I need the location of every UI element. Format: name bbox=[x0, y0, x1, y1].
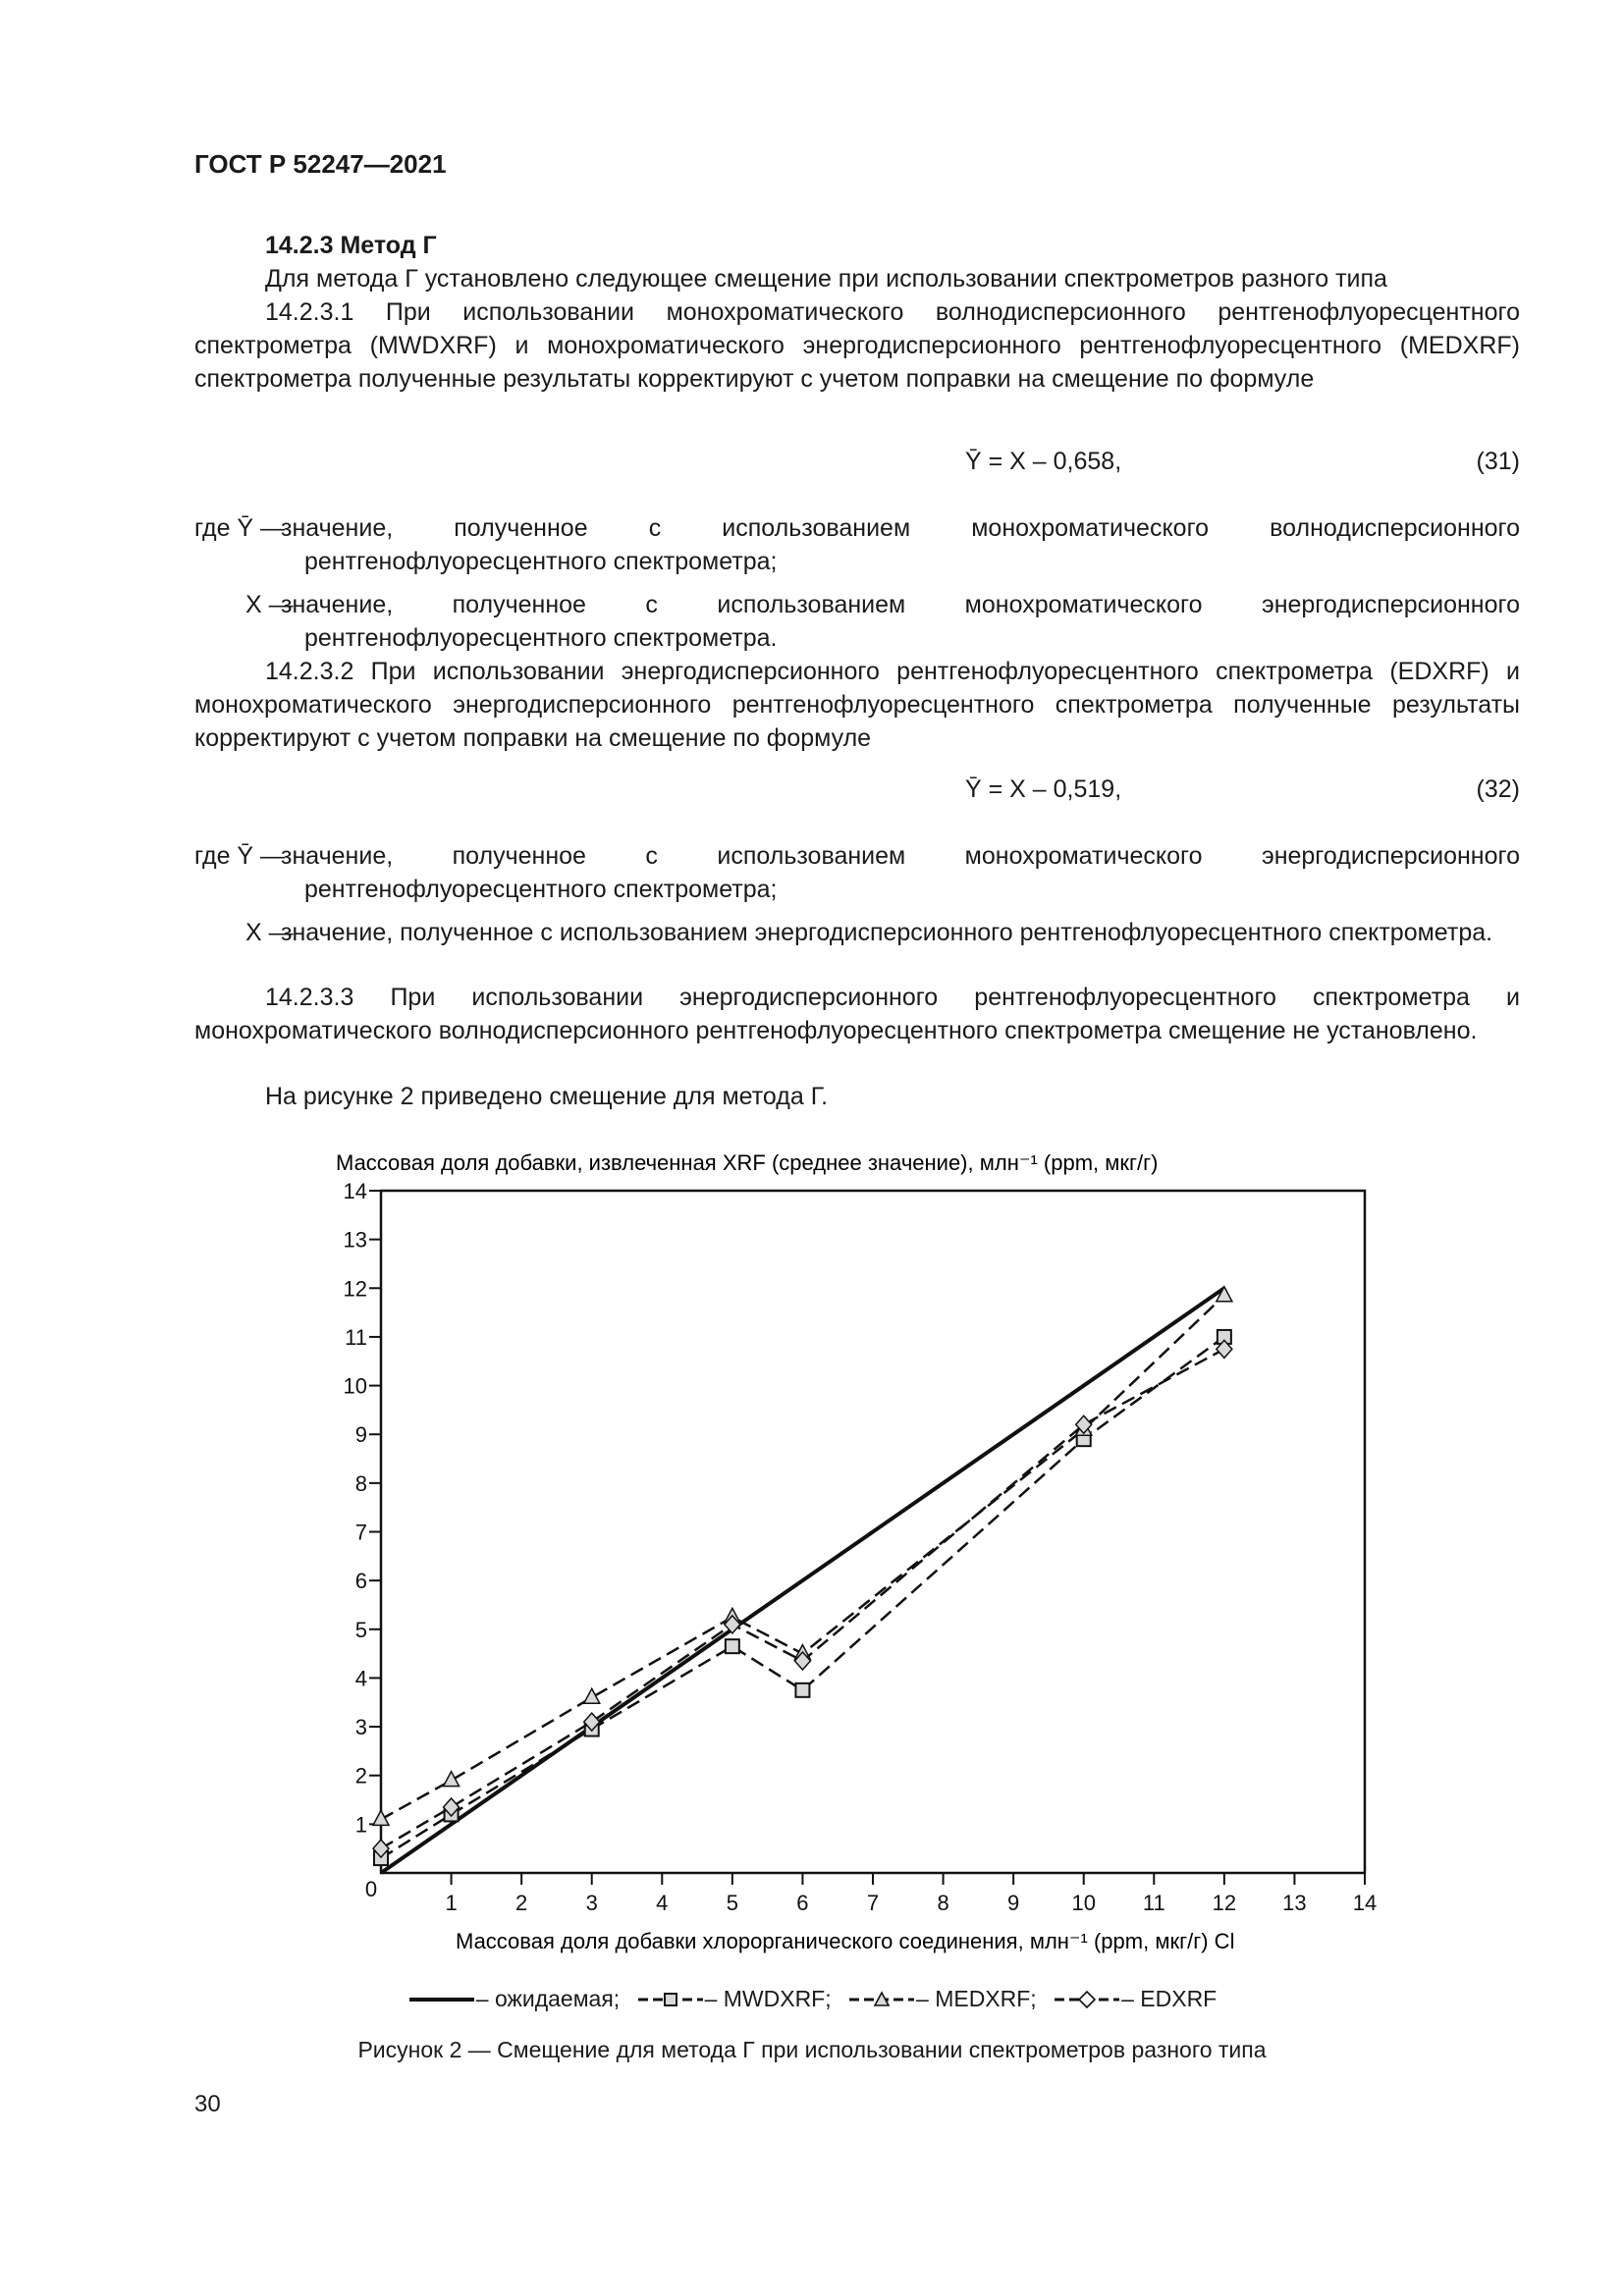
y-tick-label: 1 bbox=[354, 1812, 367, 1838]
legend-item-medxrf bbox=[847, 1986, 1037, 2012]
where-text: значение, полученное с использованием монохроматического энергодисперсионного рентгенофлуоресцентного спектрометра; bbox=[281, 842, 1520, 903]
where-key: X — bbox=[245, 591, 294, 618]
series-line-ожидаемая bbox=[381, 1288, 1224, 1873]
y-tick-label: 3 bbox=[354, 1715, 367, 1740]
x-tick-label: 1 bbox=[445, 1891, 458, 1915]
intro-paragraph: Для метода Г установлено следующее смещение при использовании спектрометров разного типа bbox=[265, 265, 1387, 293]
x-tick-label: 2 bbox=[515, 1891, 528, 1915]
y-tick-label: 11 bbox=[345, 1324, 367, 1350]
y-tick-label: 10 bbox=[343, 1373, 367, 1399]
series-line-edxrf bbox=[381, 1349, 1224, 1848]
legend-label: – MWDXRF; bbox=[704, 1986, 832, 2011]
where-key: X — bbox=[245, 919, 294, 946]
y-tick-label: 2 bbox=[354, 1763, 367, 1789]
formula-number: (32) bbox=[1476, 775, 1520, 803]
y-tick-label: 7 bbox=[354, 1520, 367, 1545]
y-axis-label: Массовая доля добавки, извлеченная XRF (среднее значение), млн⁻¹ (ppm, мкг/г) bbox=[336, 1150, 1159, 1175]
where-text: значение, полученное с использованием энергодисперсионного рентгенофлуоресцентного спектрометра. bbox=[281, 919, 1493, 946]
x-tick-label: 13 bbox=[1282, 1891, 1307, 1915]
legend-item-edxrf bbox=[1053, 1986, 1217, 2012]
y-tick-label: 5 bbox=[354, 1617, 367, 1642]
y-tick-label: 13 bbox=[343, 1227, 367, 1253]
x-tick-label: 12 bbox=[1212, 1891, 1237, 1915]
section-title: 14.2.3 Метод Г bbox=[265, 232, 437, 259]
page-number: 30 bbox=[194, 2091, 221, 2117]
x-tick-label: 5 bbox=[726, 1891, 738, 1915]
legend-label: – ожидаемая; bbox=[475, 1986, 621, 2011]
y-tick-label: 12 bbox=[343, 1276, 367, 1302]
paragraph-14-2-3-3: 14.2.3.3 При использовании энергодисперсионного рентгенофлуоресцентного спектрометра и монохроматического волнодисперсионного рентгенофлуоресцентного спектрометра смещение не установлено. bbox=[194, 984, 1520, 1044]
x-tick-label: 8 bbox=[937, 1891, 949, 1915]
legend-item-mwdxrf bbox=[636, 1986, 832, 2012]
x-tick-label: 9 bbox=[1007, 1891, 1020, 1915]
paragraph-14-2-3-2: 14.2.3.2 При использовании энергодисперсионного рентгенофлуоресцентного спектрометра (EDXRF) и монохроматического энергодисперсионного рентгенофлуоресцентного спектрометра полученные результаты корректируют с учетом поправки на смещение по формуле bbox=[194, 658, 1520, 752]
dashed-diamond-marker-icon bbox=[1053, 1990, 1121, 2009]
y-tick-label: 9 bbox=[354, 1422, 367, 1448]
formula-text: Ȳ = X – 0,519, bbox=[965, 775, 1122, 803]
x-tick-label: 7 bbox=[866, 1891, 880, 1915]
solid-line-icon bbox=[407, 1990, 476, 2009]
formula-text: Ȳ = X – 0,658, bbox=[965, 448, 1122, 475]
where-key: где Ȳ — bbox=[194, 514, 286, 542]
dashed-square-marker-icon bbox=[636, 1990, 705, 2009]
data-point-triangle bbox=[584, 1688, 600, 1703]
y-tick-label: 6 bbox=[354, 1569, 367, 1594]
y-tick-label: 8 bbox=[354, 1470, 367, 1496]
x-tick-label: 6 bbox=[796, 1891, 809, 1915]
dashed-triangle-marker-icon bbox=[847, 1990, 916, 2009]
x-tick-label: 11 bbox=[1142, 1891, 1165, 1915]
origin-label: 0 bbox=[364, 1877, 378, 1901]
legend-label: – EDXRF bbox=[1121, 1986, 1218, 2011]
legend-label: – MEDXRF; bbox=[916, 1986, 1037, 2011]
chart-legend bbox=[0, 1986, 1624, 2015]
data-point-square bbox=[795, 1683, 809, 1697]
legend-item-expected bbox=[407, 1986, 620, 2012]
paragraph-figure-ref: На рисунке 2 приведено смещение для метода Г. bbox=[265, 1083, 829, 1110]
x-tick-label: 4 bbox=[656, 1891, 669, 1915]
data-point-triangle bbox=[373, 1810, 389, 1825]
data-point-triangle bbox=[444, 1772, 460, 1787]
where-text: значение, полученное с использованием монохроматического волнодисперсионного рентгенофлуоресцентного спектрометра; bbox=[281, 514, 1520, 575]
paragraph-14-2-3-1: 14.2.3.1 При использовании монохроматического волнодисперсионного рентгенофлуоресцентного спектрометра (MWDXRF) и монохроматического энергодисперсионного рентгенофлуоресцентного (MEDXRF) спектрометра полученные результаты корректируют с учетом поправки на смещение по формуле bbox=[194, 298, 1520, 393]
series-line-mwdxrf bbox=[381, 1337, 1224, 1858]
data-point-square bbox=[726, 1639, 739, 1653]
y-tick-label: 14 bbox=[343, 1179, 367, 1203]
document-header: ГОСТ Р 52247—2021 bbox=[194, 149, 447, 179]
figure-caption: Рисунок 2 — Смещение для метода Г при использовании спектрометров разного типа bbox=[357, 2037, 1267, 2062]
y-tick-label: 4 bbox=[354, 1666, 367, 1691]
x-axis-label: Массовая доля добавки хлорорганического соединения, млн⁻¹ (ppm, мкг/г) Cl bbox=[456, 1929, 1235, 1953]
x-tick-label: 3 bbox=[585, 1891, 598, 1915]
formula-number: (31) bbox=[1476, 448, 1520, 475]
where-text: значение, полученное с использованием монохроматического энергодисперсионного рентгенофлуоресцентного спектрометра. bbox=[281, 591, 1520, 652]
x-tick-label: 10 bbox=[1071, 1891, 1096, 1915]
x-tick-label: 14 bbox=[1352, 1891, 1378, 1915]
where-key: где Ȳ — bbox=[194, 842, 286, 870]
